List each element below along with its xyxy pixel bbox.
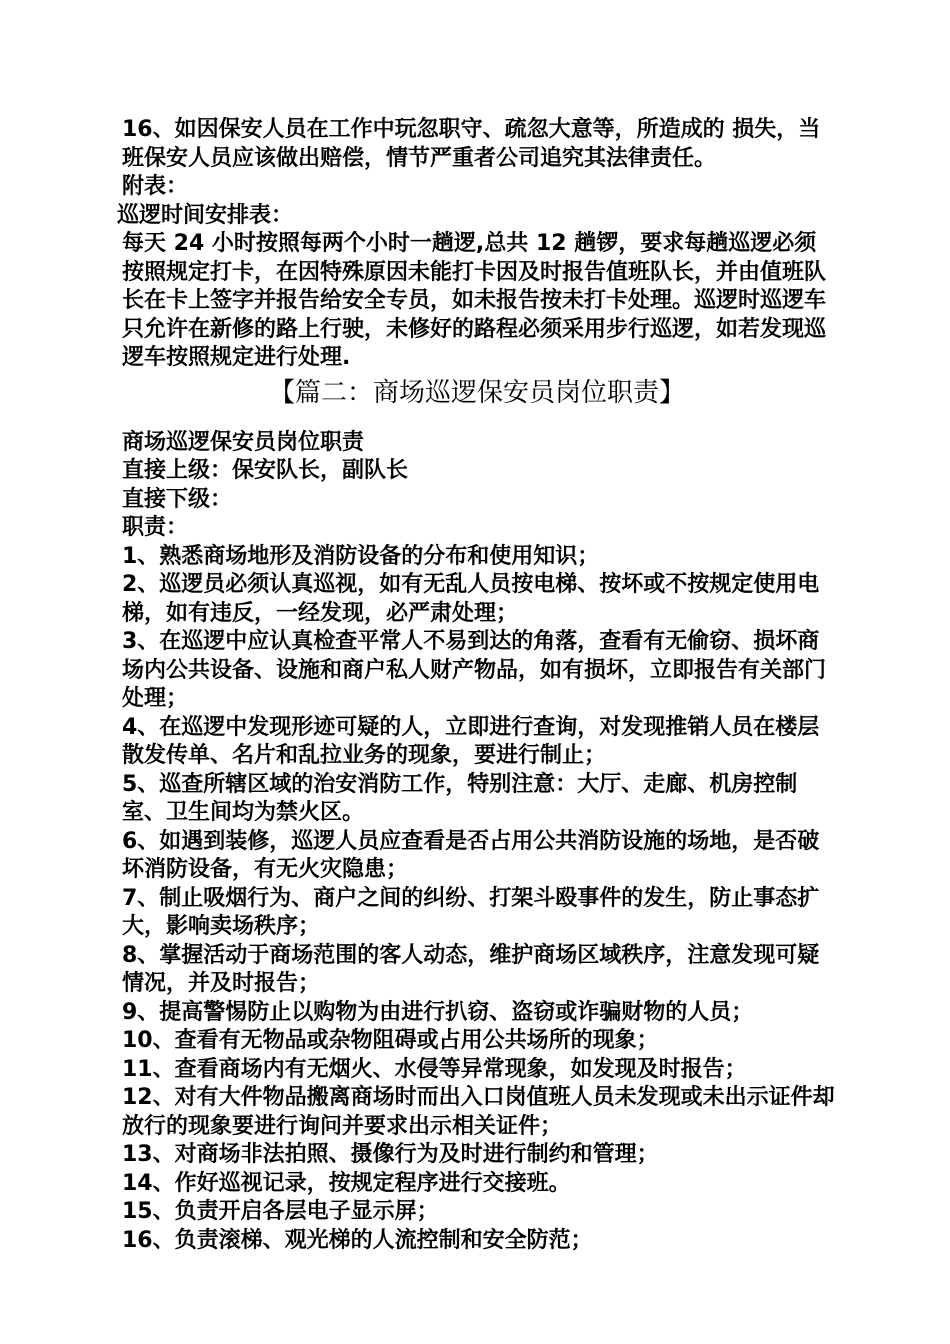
section-title: 商场巡逻保安员岗位职责 [122,429,365,455]
document-content [117,116,837,1255]
duty-item: 10、查看有无物品或杂物阻碍或占用公共场所的现象； [122,1028,659,1053]
duty-item: 14、作好巡视记录，按规定程序进行交接班。 [122,1170,571,1196]
appendix-label: 附表： [122,174,189,199]
duty-item: 12、对有大件物品搬离商场时而出入口岗值班人员未发现或未出示证件却放行的现象要进行询问并要求出示相关证件； [122,1085,835,1139]
duty-item: 1、熟悉商场地形及消防设备的分布和使用知识； [122,543,600,569]
duty-item: 2、巡逻员必须认真巡视，如有无乱人员按电梯、按坏或不按规定使用电梯，如有违反，一经发现，必严肃处理； [122,572,820,626]
duty-item: 9、提高警惕防止以购物为由进行扒窃、盗窃或诈骗财物的人员； [122,999,754,1025]
duty-item: 8、掌握活动于商场范围的客人动态，维护商场区域秩序，注意发现可疑情况，并及时报告； [122,942,820,996]
section-heading: 【篇二：商场巡逻保安员岗位职责】 [268,377,685,408]
duty-item: 6、如遇到装修，巡逻人员应查看是否占用公共消防设施的场地，是否破坏消防设备，有无火灾隐患； [122,828,820,882]
duty-item: 15、负责开启各层电子显示屏； [122,1199,439,1224]
duty-item: 4、在巡逻中发现形迹可疑的人，立即进行查询，对发现推销人员在楼层散发传单、名片和乱拉业务的现象，要进行制止； [122,714,820,768]
direct-superior: 直接上级：保安队长，副队长 [122,458,409,483]
direct-subordinate: 直接下级： [122,486,233,512]
duty-item: 3、在巡逻中应认真检查平常人不易到达的角落，查看有无偷窃、损坏商场内公共设备、设施和商户私人财产物品，如有损坏，立即报告有关部门处理； [122,629,827,711]
duty-item: 7、制止吸烟行为、商户之间的纠纷、打架斗殴事件的发生，防止事态扩大，影响卖场秩序； [122,885,820,939]
duty-item: 13、对商场非法拍照、摄像行为及时进行制约和管理； [122,1142,659,1167]
schedule-title: 巡逻时间安排表： [117,202,294,228]
duties-label: 职责： [122,515,189,540]
schedule-paragraph: 每天 24 小时按照每两个小时一趟逻,总共 12 趟锣，要求每趟巡逻必须按照规定打卡，在因特殊原因未能打卡因及时报告值班队长，并由值班队长在卡上签字并报告给安全专员，如未报告按未打卡处理。巡逻时巡逻车只允许在新修的路上行驶，未修好的路程必须采用步行巡逻，如若发现巡逻车按照规定进行处理. [122,231,827,370]
paragraph-item-16-liability: 16、如因保安人员在工作中玩忽职守、疏忽大意等，所造成的 损失，当班保安人员应该做出赔偿，情节严重者公司追究其法律责任。 [122,117,821,171]
duty-item: 5、巡查所辖区域的治安消防工作，特别注意：大厅、走廊、机房控制室、卫生间均为禁火区。 [122,771,798,825]
duty-item: 16、负责滚梯、观光梯的人流控制和安全防范； [122,1227,593,1253]
duty-item: 11、查看商场内有无烟火、水侵等异常现象，如发现及时报告； [122,1056,747,1082]
